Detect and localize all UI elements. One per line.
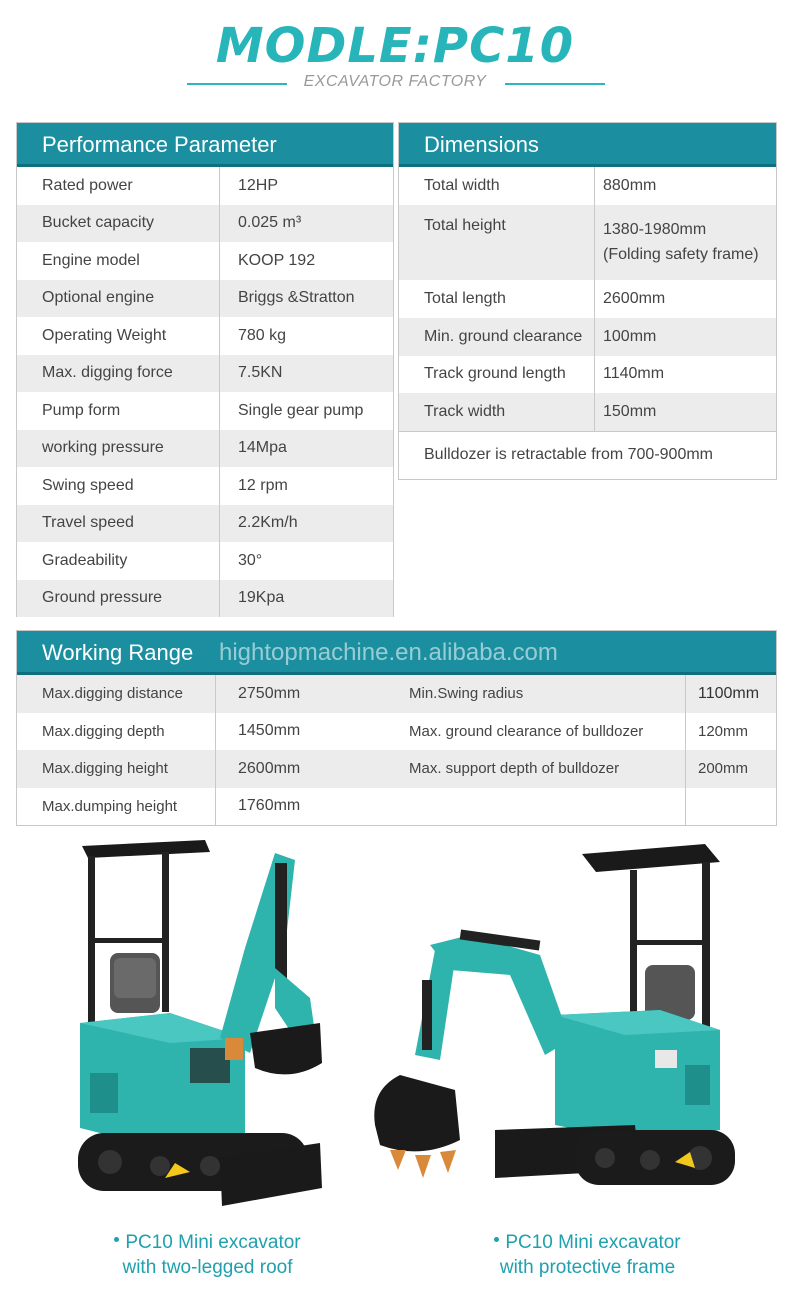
track-roller [150,1156,170,1176]
table-row [17,675,776,713]
frame-post [702,862,710,1032]
roof-leg [162,852,169,1012]
track-roller [98,1150,122,1174]
param-label: Gradeability [42,551,128,569]
performance-panel [16,122,394,617]
performance-table [17,167,393,617]
param-label: working pressure [42,439,164,457]
page-title: MODLE:PC10 [215,18,575,74]
roof-canopy [82,840,210,858]
param-value: Briggs &Stratton [219,280,393,318]
table-row [17,713,776,751]
hitch-plate [225,1038,243,1060]
param-value: 7.5KN [219,355,393,393]
dimensions-note: Bulldozer is retractable from 700-900mm [424,446,714,463]
param-value: Single gear pump [219,392,393,430]
bucket [374,1075,460,1151]
arm-cylinder [422,980,432,1050]
table-row [17,167,393,205]
param-label: Operating Weight [42,326,167,344]
info-label [655,1050,677,1068]
track-roller [595,1148,615,1168]
bucket-tooth [415,1155,431,1178]
watermark-text: hightopmachine.en.alibaba.com [219,639,558,666]
excavator-protective-frame-image [360,840,740,1220]
dim-value-group [594,205,776,280]
table-row [17,392,393,430]
param-label: Engine model [42,251,140,269]
table-row [399,356,776,394]
excavator-two-legged-roof-image [70,838,340,1218]
bucket [250,1023,322,1074]
param-value: 19Kpa [219,580,393,618]
table-row [17,205,393,243]
seat-cushion [114,958,156,998]
table-row [399,393,776,431]
dim-label: Total height [424,217,506,234]
dim-label: Total width [424,177,500,194]
param-value: KOOP 192 [219,242,393,280]
range-value: 2750mm [215,675,395,713]
range-value: 200mm [685,750,776,788]
dim-value: 1380-1980mm [603,221,707,238]
param-value: 12 rpm [219,467,393,505]
param-label: Swing speed [42,476,134,494]
frame-crossbar [632,940,706,945]
table-row [399,167,776,205]
working-range-heading: Working Range [42,640,194,665]
dimensions-heading: Dimensions [399,123,776,167]
range-label: Max.digging distance [42,685,183,703]
bucket-tooth [390,1150,406,1170]
param-value: 0.025 m³ [219,205,393,243]
vent-grille [90,1073,118,1113]
table-row [17,580,393,618]
table-row [399,205,776,280]
table-row [399,280,776,318]
range-label: Max. support depth of bulldozer [409,760,620,778]
track-roller [200,1156,220,1176]
dim-label: Min. ground clearance [424,327,583,345]
product-caption-right [435,1230,740,1280]
page-subtitle: EXCAVATOR FACTORY [303,73,487,90]
range-label: Max. ground clearance of bulldozer [409,722,644,740]
param-label: Bucket capacity [42,214,155,232]
table-row [17,317,393,355]
table-row [17,355,393,393]
param-label: Optional engine [42,289,155,307]
vent-grille [685,1065,710,1105]
param-label: Max. digging force [42,364,173,382]
dim-value: 100mm [594,318,776,356]
range-value: 1450mm [215,713,395,751]
param-label: Rated power [42,176,133,194]
param-value: 780 kg [219,317,393,355]
table-row [17,788,776,826]
boom [430,935,570,1055]
param-label: Travel speed [42,514,134,532]
caption-line: with two-legged roof [122,1257,293,1278]
range-value: 2600mm [215,750,395,788]
range-label: Min.Swing radius [409,685,524,703]
bullet-icon [494,1237,499,1242]
param-value: 2.2Km/h [219,505,393,543]
dim-label: Total length [424,290,506,307]
range-value: 1100mm [685,675,776,713]
caption-line: PC10 Mini excavator [125,1232,301,1253]
param-value: 14Mpa [219,430,393,468]
table-row [17,505,393,543]
product-caption-left [55,1230,360,1280]
dim-label: Track ground length [424,365,566,383]
working-range-header [17,631,776,675]
table-row [17,750,776,788]
range-label: Max.digging height [42,760,168,778]
table-row [17,242,393,280]
dimensions-panel [398,122,777,480]
table-row [17,280,393,318]
dim-value: 2600mm [594,280,776,318]
bucket-tooth [440,1150,456,1173]
range-value: 1760mm [215,788,395,826]
dim-value: 150mm [594,393,776,431]
dim-label: Track width [424,402,506,420]
dimensions-note-row [399,431,776,479]
roof-canopy [582,844,720,872]
range-value [685,788,776,826]
subtitle-divider-right [505,83,605,85]
arm [415,950,455,1060]
range-label: Max.digging depth [42,722,165,740]
dim-value-note: (Folding safety frame) [603,246,759,263]
caption-line: with protective frame [499,1257,676,1278]
table-row [399,318,776,356]
body-panel [190,1048,230,1083]
dim-value: 880mm [594,167,776,205]
track-roller [640,1150,660,1170]
roof-crossbar [92,938,166,943]
param-value: 30° [219,542,393,580]
caption-line: PC10 Mini excavator [505,1232,681,1253]
performance-heading: Performance Parameter [17,123,393,167]
hydraulic-cylinder [275,863,287,983]
param-label: Pump form [42,401,121,419]
range-label [395,788,685,826]
working-range-panel [16,630,777,826]
param-label: Ground pressure [42,589,163,607]
table-row [17,430,393,468]
table-row [17,542,393,580]
range-value: 120mm [685,713,776,751]
range-label: Max.dumping height [42,797,178,815]
param-value: 12HP [219,167,393,205]
bullet-icon [114,1237,119,1242]
dim-value: 1140mm [594,356,776,394]
table-row [17,467,393,505]
